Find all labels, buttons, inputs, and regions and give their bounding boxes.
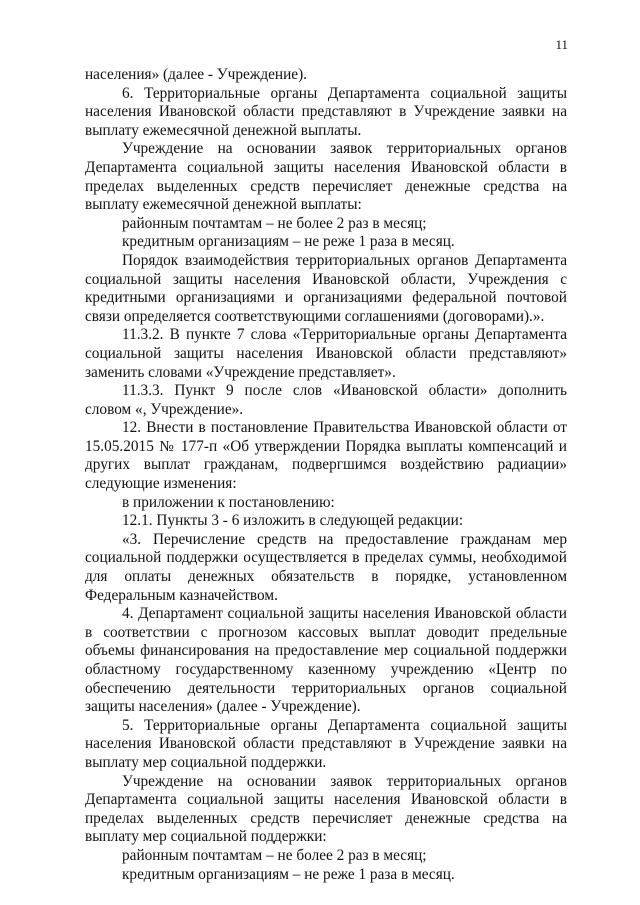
paragraph: кредитным организациям – не реже 1 раза в месяц. — [122, 865, 455, 883]
paragraph: 5. Территориальные органы Департамента социальной защиты населения Ивановской области представляют в Учреждение заявки на выплату мер социальной поддержки. — [85, 716, 567, 771]
paragraph: 12.1. Пункты 3 - 6 изложить в следующей редакции: — [122, 512, 464, 530]
paragraph: населения» (далее - Учреждение). — [85, 66, 307, 83]
paragraph: «3. Перечисление средств на предоставление гражданам мер социальной поддержки осуществляется в пределах суммы, необходимой для оплаты денежных обязательств в порядке, установленном Федеральным казначейством. — [85, 530, 567, 604]
paragraph: 11.3.3. Пункт 9 после слов «Ивановской области» дополнить словом «, Учреждение». — [85, 382, 567, 418]
paragraph: Учреждение на основании заявок территориальных органов Департамента социальной защиты населения Ивановской области в пределах выделенных средств перечисляет денежные средства на выплату мер социальной поддержки: — [85, 772, 567, 846]
paragraph: Учреждение на основании заявок территориальных органов Департамента социальной защиты населения Ивановской области в пределах выделенных средств перечисляет денежные средства на выплату ежемесячной денежной выплаты: — [85, 140, 567, 214]
paragraph: 4. Департамент социальной защиты населения Ивановской области в соответствии с прогнозом кассовых выплат доводит предельные объемы финансирования на предоставление мер социальной поддержки областному государственному казенному учреждению «Центр по обеспечению деятельности территориальных органов социальной защиты населения» (далее - Учреждение). — [85, 605, 567, 716]
paragraph: 6. Территориальные органы Департамента социальной защиты населения Ивановской области представляют в Учреждение заявки на выплату ежемесячной денежной выплаты. — [85, 84, 567, 139]
paragraph: в приложении к постановлению: — [122, 493, 335, 511]
page-number: 11 — [555, 37, 568, 52]
paragraph: 12. Внести в постановление Правительства Ивановской области от 15.05.2015 № 177-п «Об утверждении Порядка выплаты компенсаций и других выплат гражданам, подвергшимся воздействию радиации» следующие изменения: — [85, 419, 567, 493]
document-body — [85, 66, 567, 884]
paragraph: 11.3.2. В пункте 7 слова «Территориальные органы Департамента социальной защиты населения Ивановской области представляют» заменить словами «Учреждение представляет». — [85, 326, 567, 381]
paragraph: кредитным организациям – не реже 1 раза в месяц. — [122, 233, 455, 251]
paragraph: районным почтамтам – не более 2 раз в месяц; — [122, 214, 427, 232]
paragraph: районным почтамтам – не более 2 раз в месяц; — [122, 846, 427, 864]
paragraph: Порядок взаимодействия территориальных органов Департамента социальной защиты населения Ивановской области, Учреждения с кредитными организациями и организациями федеральной почтовой связи определяется соответствующими соглашениями (договорами).». — [85, 251, 567, 325]
